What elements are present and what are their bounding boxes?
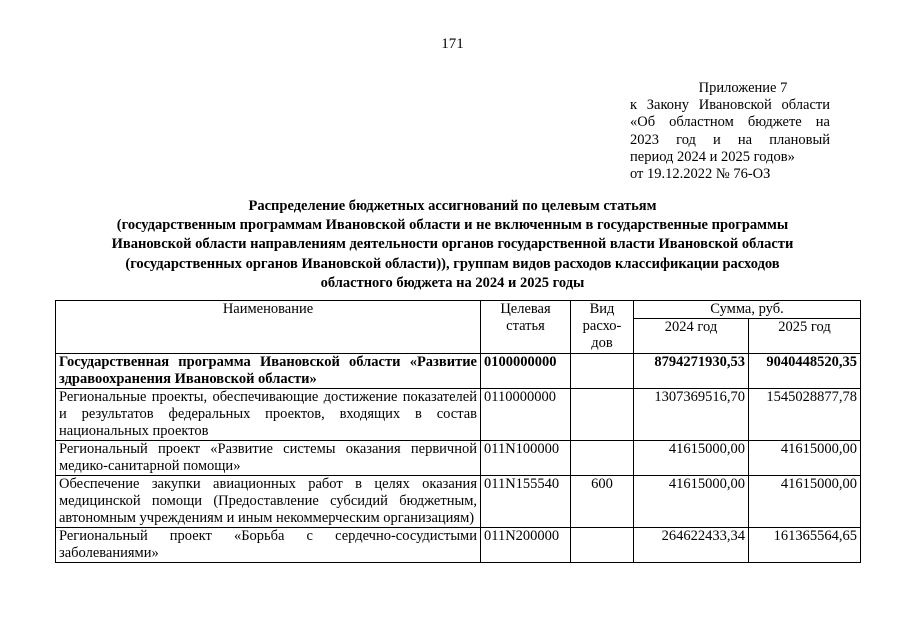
row-type: 600 — [571, 476, 634, 528]
header-expense-type: Вид расхо-дов — [571, 301, 634, 354]
title-line: (государственных органов Ивановской области)), группам видов расходов классификации расходов — [125, 255, 780, 272]
row-name: Региональный проект «Борьба с сердечно-сосудистыми заболеваниями» — [56, 528, 481, 563]
row-type — [571, 389, 634, 441]
header-year-2025: 2025 год — [749, 319, 861, 354]
row-type — [571, 528, 634, 563]
header-year-2024: 2024 год — [634, 319, 749, 354]
row-name: Государственная программа Ивановской области «Развитие здравоохранения Ивановской области» — [56, 354, 481, 389]
header-name: Наименование — [56, 301, 481, 354]
header-sum: Сумма, руб. — [634, 301, 861, 319]
appendix-line: к Закону Ивановской области — [630, 97, 830, 114]
table-row — [56, 476, 861, 528]
row-amount-2025: 41615000,00 — [749, 476, 861, 528]
table-row — [56, 528, 861, 563]
row-amount-2024: 41615000,00 — [634, 441, 749, 476]
title-line: областного бюджета на 2024 и 2025 годы — [320, 274, 585, 291]
row-code: 0110000000 — [481, 389, 571, 441]
title-line: (государственным программам Ивановской области и не включенным в государственные программы — [116, 217, 789, 234]
row-code: 0100000000 — [481, 354, 571, 389]
page-number: 171 — [441, 36, 464, 52]
row-type — [571, 441, 634, 476]
row-name: Региональный проект «Развитие системы оказания первичной медико-санитарной помощи» — [56, 441, 481, 476]
row-amount-2024: 1307369516,70 — [634, 389, 749, 441]
title-line: Ивановской области направлениям деятельности органов государственной власти Ивановской области — [111, 236, 794, 253]
row-type — [571, 354, 634, 389]
table-row — [56, 441, 861, 476]
row-name: Региональные проекты, обеспечивающие достижение показателей и результатов федеральных проектов, входящих в состав национальных проектов — [56, 389, 481, 441]
row-amount-2024: 8794271930,53 — [634, 354, 749, 389]
title-line: Распределение бюджетных ассигнований по целевым статьям — [248, 198, 657, 214]
row-code: 011N155540 — [481, 476, 571, 528]
document-title — [50, 197, 855, 293]
row-amount-2024: 264622433,34 — [634, 528, 749, 563]
row-amount-2025: 41615000,00 — [749, 441, 861, 476]
appendix-block — [630, 80, 830, 183]
row-amount-2025: 9040448520,35 — [749, 354, 861, 389]
table-row — [56, 389, 861, 441]
appendix-line: Приложение 7 — [698, 80, 788, 96]
row-code: 011N100000 — [481, 441, 571, 476]
row-name: Обеспечение закупки авиационных работ в целях оказания медицинской помощи (Предоставление субсидий бюджетным, автономным учреждениям и иным некоммерческим организациям) — [56, 476, 481, 528]
appendix-line: от 19.12.2022 № 76-ОЗ — [630, 166, 771, 183]
row-amount-2025: 1545028877,78 — [749, 389, 861, 441]
table-row — [56, 354, 861, 389]
header-target: Целевая статья — [481, 301, 571, 354]
row-amount-2025: 161365564,65 — [749, 528, 861, 563]
row-code: 011N200000 — [481, 528, 571, 563]
appendix-line: 2023 год и на плановый — [630, 131, 830, 148]
budget-table — [55, 300, 861, 563]
appendix-line: период 2024 и 2025 годов» — [630, 148, 795, 165]
appendix-line: «Об областном бюджете на — [630, 114, 830, 131]
row-amount-2024: 41615000,00 — [634, 476, 749, 528]
